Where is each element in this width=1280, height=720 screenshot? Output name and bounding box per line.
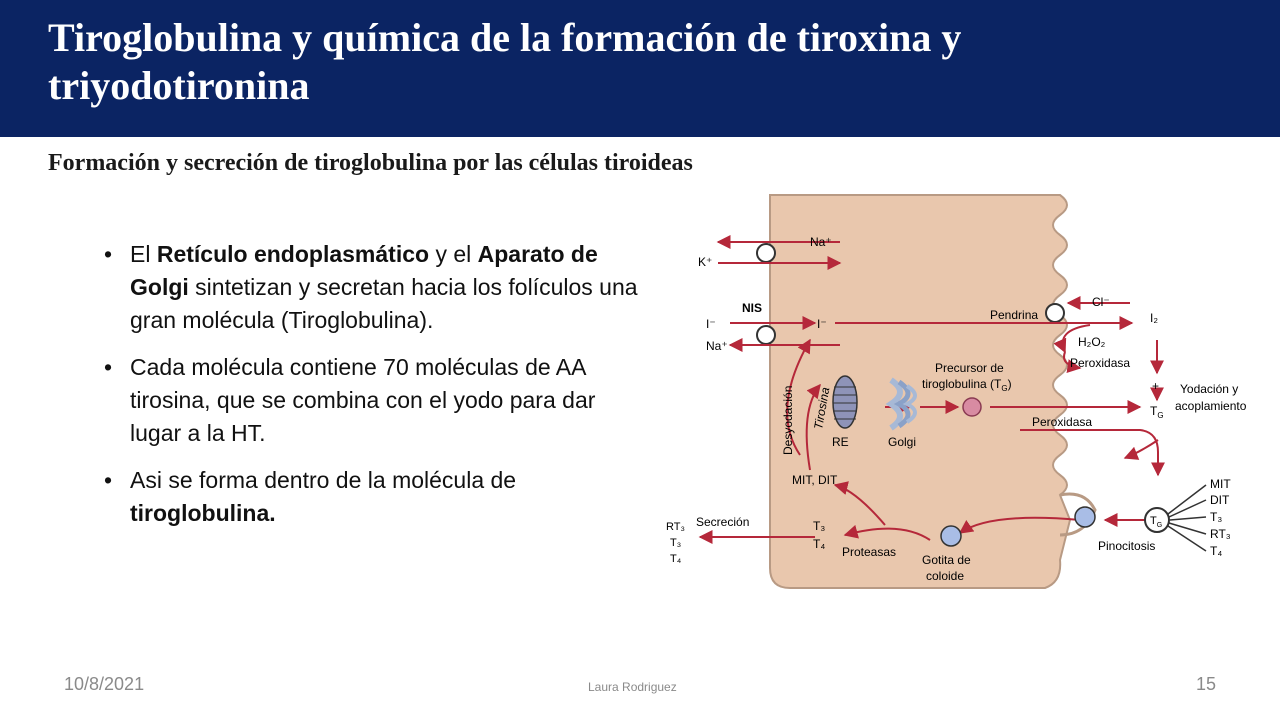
label-tirosina: Tirosina <box>811 386 833 431</box>
bullet-item <box>100 464 640 530</box>
bullet-text: y el <box>429 241 478 267</box>
label-yodacion-2: acoplamiento <box>1175 399 1247 413</box>
bullet-item <box>100 238 640 337</box>
bullet-list <box>100 238 640 544</box>
bullet-text: Asi se forma dentro de la molécula de <box>130 467 517 493</box>
tg-spokes <box>1168 485 1206 551</box>
label-rt3-left: RT₃ <box>666 521 685 533</box>
label-plus: + <box>1152 379 1160 393</box>
pendrin-transporter-icon <box>1046 304 1064 322</box>
label-t3-right: T₃ <box>1210 510 1223 524</box>
label-h2o2: H₂O₂ <box>1078 335 1106 349</box>
label-na-top: Na⁺ <box>810 235 832 249</box>
label-golgi: Golgi <box>888 435 917 449</box>
label-precursor-2: tiroglobulina $(T_G)$ <box>922 377 1012 393</box>
precursor-vesicle-icon <box>963 398 981 416</box>
footer-author: Laura Rodriguez <box>588 680 677 694</box>
na-k-pump-icon <box>757 244 775 262</box>
colloid-droplet-icon <box>941 526 961 546</box>
label-proteasas: Proteasas <box>842 545 897 559</box>
bullet-marker: • <box>104 241 113 267</box>
bullet-bold-text: Aparato de Golgi <box>130 241 598 300</box>
label-gotita-2: coloide <box>926 569 965 583</box>
label-desyodacion: Desyodación <box>781 385 795 455</box>
bullet-text: Cada molécula contiene 70 moléculas de AA tirosina, que se combina con el yodo para dar lugar a la HT. <box>130 354 596 446</box>
label-nis: NIS <box>742 301 763 315</box>
slide-subtitle: Formación y secreción de tiroglobulina por las células tiroideas <box>48 150 693 176</box>
label-t4-mid: T₄ <box>813 537 826 551</box>
label-t4-right: T₄ <box>1210 544 1223 558</box>
label-tg-right: $T_G$ <box>1150 404 1164 420</box>
label-gotita-1: Gotita de <box>922 553 971 567</box>
bullet-marker: • <box>104 467 113 493</box>
bullet-marker: • <box>104 354 113 380</box>
label-yodacion-1: Yodación y <box>1180 382 1239 396</box>
label-mit: MIT <box>1210 477 1231 491</box>
bullet-bold-text: Retículo endoplasmático <box>156 241 430 267</box>
label-t4-left: T₄ <box>670 553 682 565</box>
label-mit-dit: MIT, DIT <box>792 473 838 487</box>
page-number: 15 <box>1196 674 1217 694</box>
label-re: RE <box>832 435 849 449</box>
footer-date: 10/8/2021 <box>64 674 145 694</box>
bullet-text: El <box>130 241 157 267</box>
label-dit: DIT <box>1210 493 1230 507</box>
label-t3-left: T₃ <box>670 537 682 549</box>
label-pendrina: Pendrina <box>990 308 1039 322</box>
label-cl: Cl⁻ <box>1092 295 1110 309</box>
bullet-item <box>100 351 640 450</box>
label-na-left: Na⁺ <box>706 339 728 353</box>
colloid-droplet-icon <box>1075 507 1095 527</box>
arrow <box>1125 440 1158 458</box>
bullet-text: sintetizan y secretan hacia los folículos una gran molécula (Tiroglobulina). <box>130 274 638 333</box>
label-i-left: I⁻ <box>706 317 716 331</box>
nis-transporter-icon <box>757 326 775 344</box>
slide-title: Tiroglobulina y química de la formación de tiroxina y triyodotironina <box>48 15 962 108</box>
label-tg-circle: $T_G$ <box>1150 515 1163 529</box>
thyroid-cell-diagram <box>660 190 1270 590</box>
bullet-bold-text: tiroglobulina. <box>130 500 276 526</box>
label-precursor-1: Precursor de <box>935 361 1004 375</box>
label-i2: I₂ <box>1150 311 1158 325</box>
label-peroxidasa-top: Peroxidasa <box>1070 356 1131 370</box>
label-t3-mid: T₃ <box>813 519 826 533</box>
label-rt3-right: RT₃ <box>1210 527 1231 541</box>
label-secrecion: Secreción <box>696 515 750 529</box>
label-peroxidasa-mid: Peroxidasa <box>1032 415 1093 429</box>
label-i-inner: I⁻ <box>817 317 827 331</box>
label-k: K⁺ <box>698 255 713 269</box>
endoplasmic-reticulum-icon <box>833 376 857 428</box>
label-pinocitosis: Pinocitosis <box>1098 539 1156 553</box>
